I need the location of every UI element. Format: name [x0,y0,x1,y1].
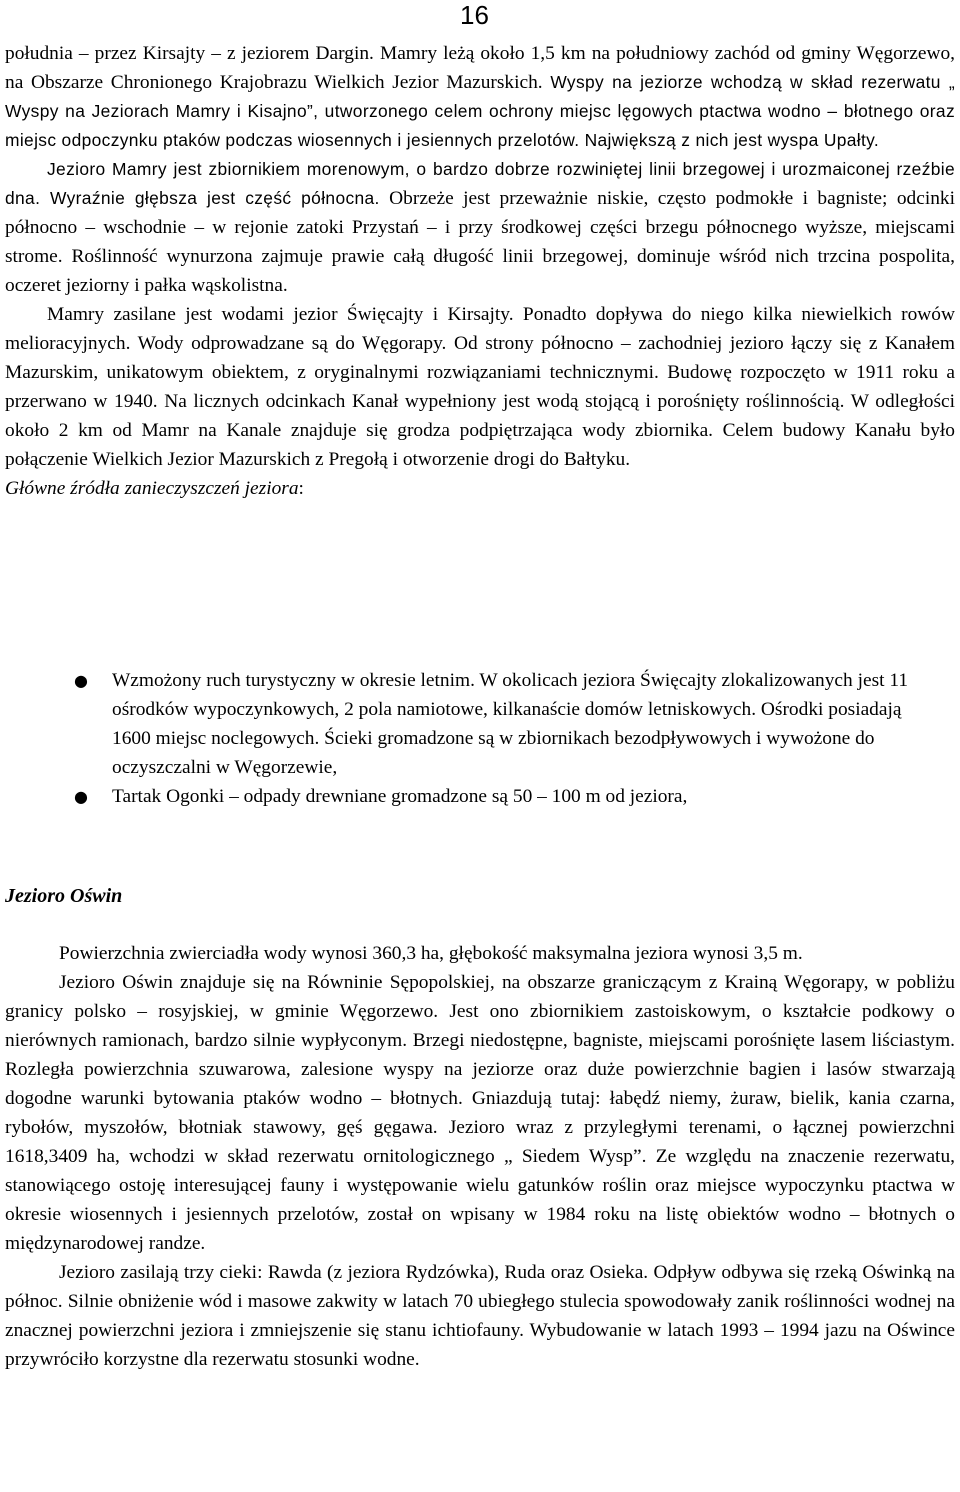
list-item [0,782,960,811]
list-item-text: Tartak Ogonki – odpady drewniane gromadzone są 50 – 100 m od jeziora, [112,786,688,807]
paragraph-mamry-hydrology: Mamry zasilane jest wodami jezior Święcajty i Kirsajty. Ponadto dopływa do niego kilka niewielkich rowów melioracyjnych. Wody odprowadzane są do Węgorapy. Od strony północno – zachodniej jezioro łączy się z Kanałem Mazurskim, unikatowym obiektem, z oryginalnymi rozwiązaniami technicznymi. Budowę rozpoczęto w 1911 roku a przerwano w 1940. Na licznych odcinkach Kanał wypełniony jest wodą stojącą i porośnięty roślinnością. W odległości około 2 km od Mamr na Kanale znajduje się grodza podpiętrzająca wody zbiornika. Celem budowy Kanału było połączenie Wielkich Jezior Mazurskich z Pregołą i otworzenie drogi do Bałtyku. [5,304,955,470]
pollution-sources-label-colon: : [298,478,304,499]
paragraph-mamry-morphology-text: Jezioro Mamry jest zbiornikiem morenowym, o bardzo dobrze rozwiniętej linii brzegowej i urozmaiconej rzeźbie dna. Wyraźnie głębsza jest część północna. [5,159,955,208]
list-item-text: Wzmożony ruch turystyczny w okresie letnim. W okolicach jeziora Święcajty zlokalizowanych jest 11 ośrodków wypoczynkowych, 2 pola namiotowe, kilkanaście domów letniskowych. Ośrodki posiadają 1600 miejsc noclegowych. Ścieki gromadzone są w zbiornikach bezodpływowych i wywożone do oczyszczalni w Węgorzewie, [112,670,909,778]
paragraph-mamry-location-text: południa – przez Kirsajty – z jeziorem Dargin. Mamry leżą około 1,5 km na południowy zachód od gminy Węgorzewo, na Obszarze Chronionego Krajobrazu Wielkich Jezior Mazurskich. [5,43,955,93]
section-heading-oswin: Jezioro Oświn [5,885,123,907]
list-item [0,666,960,782]
paragraph-oswin-hydrology: Jezioro zasilają trzy cieki: Rawda (z jeziora Rydzówka), Ruda oraz Osieka. Odpływ odbywa się rzeką Oświnką na północ. Silnie obniżenie wód i masowe zakwity w latach 70 ubiegłego stulecia spowodowały zanik roślinności wodnej na znacznej powierzchni jeziora i zmniejszenie się stanu ichtiofauny. Wybudowanie w latach 1993 – 1994 jazu na Ośwince przywróciło korzystne dla rezerwatu stosunki wodne. [5,1262,955,1370]
top-section [5,39,955,503]
pollution-sources-label-text: Główne źródła zanieczyszczeń jeziora [5,478,299,499]
paragraph-oswin-area: Powierzchnia zwierciadła wody wynosi 360,3 ha, głębokość maksymalna jeziora wynosi 3,5 m. [59,943,803,964]
paragraph-mamry-morphology [5,155,955,300]
pollution-sources-list [0,666,960,811]
paragraph-oswin-description: Jezioro Oświn znajduje się na Równinie Sępopolskiej, na obszarze granicząсym z Krainą Węgorapy, w pobliżu granicy polsko – rosyjskiej, w gminie Węgorzewo. Jest ono zbiornikiem zastoiskowym, o kształcie podkowy o nierównych ramionach, bardzo silnie wypłyconym. Brzegi niedostępne, bagniste, miejscami porośnięte lasem liściastym. Rozległa powierzchnia szuwarowa, zalesione wyspy na jeziorze oraz duże powierzchnie bagien i lasów stwarzają dogodne warunki bytowania ptaków wodno – błotnych. Gniazdują tutaj: łabędź niemy, żuraw, bielik, kania czarna, rybołów, myszołów, błotniak stawowy, gęś gęgawa. Jezioro wraz z przyległymi terenami, o łącznej powierzchni 1618,3409 ha, wchodzi w skład rezerwatu ornitologicznego „ Siedem Wysp”. Ze względu na znaczenie rezerwatu, stanowiącego ostoję interesującej fauny i występowanie wielu gatunków roślin oraz miejsce wypoczynku ptactwa w okresie wiosennych i jesiennych przelotów, został on wpisany w 1984 roku na listę obiektów wodno – błotnych o międzynarodowej randze. [5,972,955,1254]
bullet-icon: ● [74,671,88,690]
paragraph-mamry-location [5,39,955,155]
oswin-section [5,939,955,1374]
page-number: 16 [460,0,489,30]
bullet-icon: ● [74,787,88,806]
pollution-sources-label [5,474,955,503]
paragraph-shoreline: Obrzeże jest przeważnie niskie, często podmokłe i bagniste; odcinki północno – wschodnie – w rejonie zatoki Przystań – i przy środkowej części brzegu północnego wyższe, miejscami strome. Roślinność wynurzona zajmuje prawie całą długość linii brzegowej, dominuje wśród nich trzcina pospolita, oczeret jeziorny i pałka wąskolistna. [5,188,955,296]
paragraph-islands-reserve: Wyspy na jeziorze wchodzą w skład rezerwatu „ Wyspy na Jeziorach Mamry i Kisajno”, utworzonego celem ochrony miejsc lęgowych ptactwa wodno – błotnego oraz miejsc odpoczynku ptaków podczas wiosennych i jesiennych przelotów. Największą z nich jest wyspa Upałty. [5,72,955,150]
